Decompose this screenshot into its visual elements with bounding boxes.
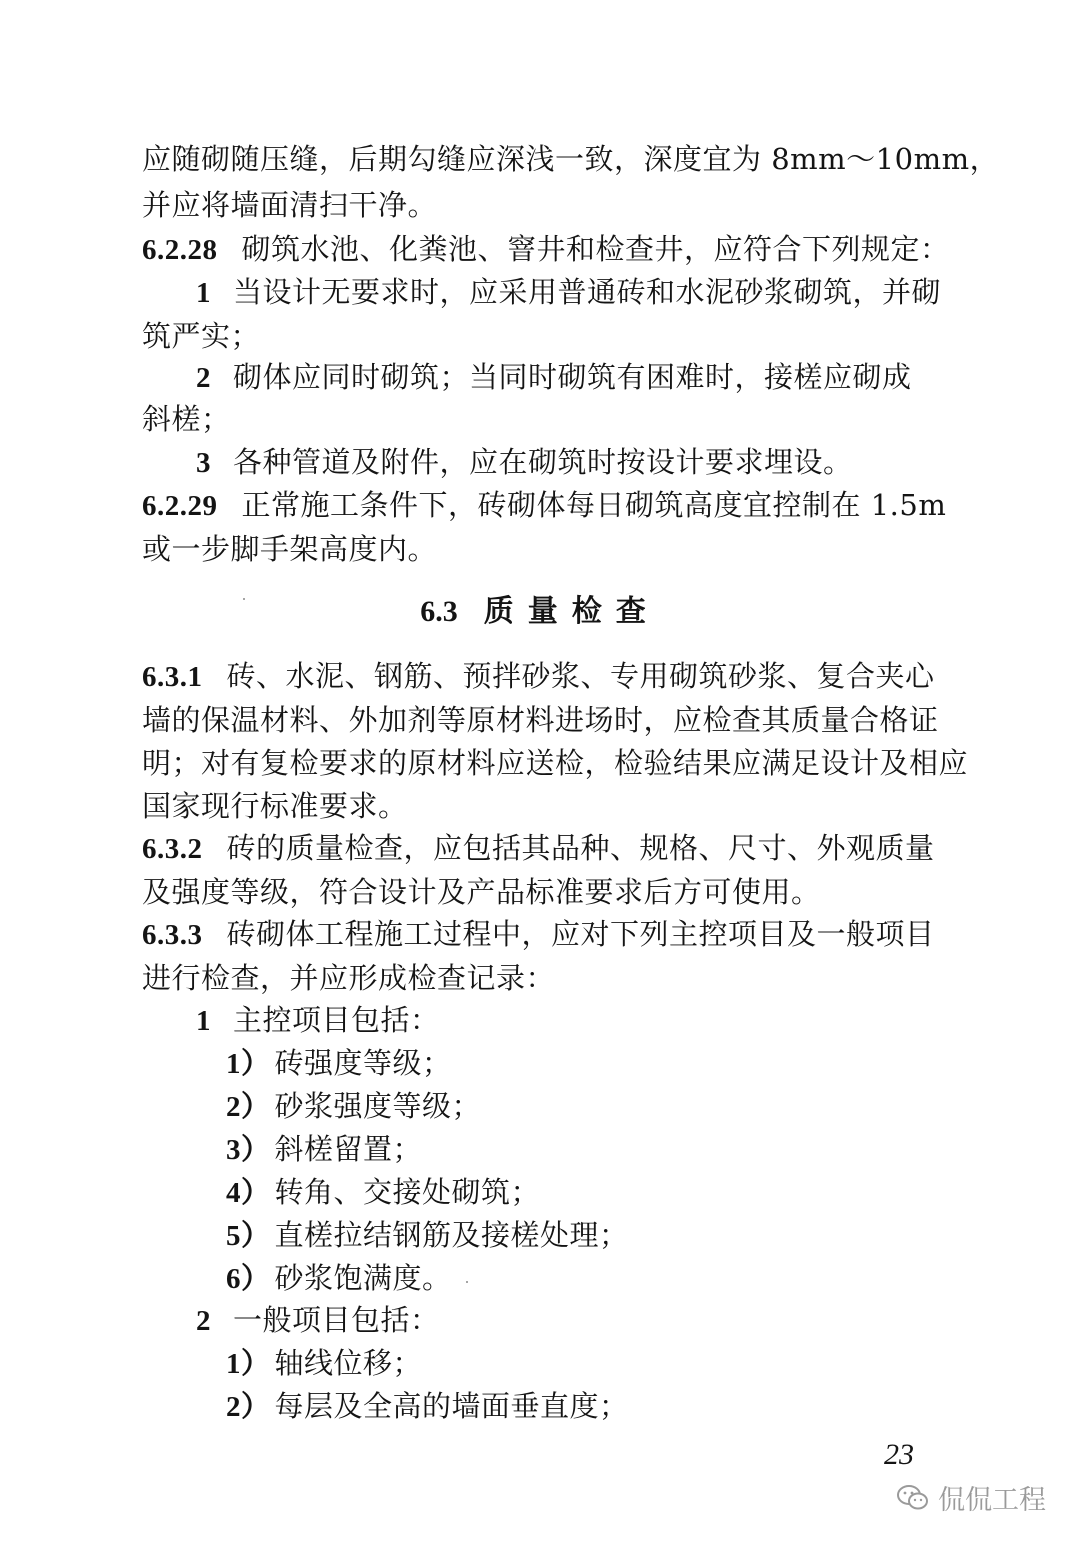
clause-number: 6.3.1 <box>142 661 203 693</box>
sub-item <box>226 1213 1026 1258</box>
paragraph-line: 筑严实； <box>142 319 261 353</box>
sub-item-number: 1） <box>226 1048 271 1080</box>
section-heading <box>0 590 1080 634</box>
sub-item-number: 6） <box>226 1263 271 1295</box>
sub-item-text: 砂浆饱满度。 <box>274 1261 452 1295</box>
item-number: 1 <box>196 1005 211 1037</box>
sub-item-number: 2） <box>226 1091 271 1123</box>
paragraph-line: 明；对有复检要求的原材料应送检，检验结果应满足设计及相应 <box>142 746 969 780</box>
paragraph-line: 并应将墙面清扫干净。 <box>142 188 438 222</box>
page-number: 23 <box>884 1438 914 1471</box>
item-number: 2 <box>196 362 211 394</box>
paragraph-line: 应随砌随压缝，后期勾缝应深浅一致，深度宜为 8mm～10mm， <box>142 142 1000 176</box>
clause-6-2-28 <box>142 227 950 272</box>
item-text: 主控项目包括： <box>233 1003 440 1037</box>
clause-6-2-29 <box>142 483 947 528</box>
sub-item-text: 砖强度等级； <box>274 1046 452 1080</box>
paragraph-line: 或一步脚手架高度内。 <box>142 532 438 566</box>
sub-item <box>226 1084 1026 1129</box>
sub-item-text: 砂浆强度等级； <box>274 1089 482 1123</box>
clause-number: 6.3.3 <box>142 919 203 951</box>
sub-item <box>226 1384 1026 1429</box>
clause-6-3-3 <box>142 912 942 957</box>
wechat-icon <box>896 1483 930 1513</box>
clause-number: 6.2.28 <box>142 234 218 266</box>
item-number: 2 <box>196 1305 211 1337</box>
paragraph-line: 斜槎； <box>142 402 231 436</box>
list-item <box>196 1298 996 1343</box>
clause-number: 6.3.2 <box>142 833 203 865</box>
scan-speck <box>466 1281 468 1283</box>
sub-item <box>226 1170 1026 1215</box>
paragraph-line: 及强度等级，符合设计及产品标准要求后方可使用。 <box>142 875 821 909</box>
clause-text: 砌筑水池、化粪池、窨井和检查井，应符合下列规定： <box>241 232 950 266</box>
sub-item-number: 4） <box>226 1177 271 1209</box>
item-number: 1 <box>196 277 211 309</box>
sub-item-number: 2） <box>226 1391 271 1423</box>
section-number: 6.3 <box>420 595 458 628</box>
sub-item <box>226 1256 1026 1301</box>
list-item <box>196 998 996 1043</box>
paragraph-line: 国家现行标准要求。 <box>142 789 408 823</box>
item-text: 当设计无要求时，应采用普通砖和水泥砂浆砌筑，并砌 <box>233 275 942 309</box>
scan-speck <box>243 598 245 600</box>
clause-text: 砖砌体工程施工过程中，应对下列主控项目及一般项目 <box>226 917 935 951</box>
sub-item <box>226 1127 1026 1172</box>
clause-text: 砖的质量检查，应包括其品种、规格、尺寸、外观质量 <box>226 831 935 865</box>
paragraph-line: 墙的保温材料、外加剂等原材料进场时，应检查其质量合格证 <box>142 703 939 737</box>
clause-6-3-2 <box>142 826 942 871</box>
section-title: 质量检查 <box>483 594 660 629</box>
clause-text: 正常施工条件下，砖砌体每日砌筑高度宜控制在 1.5m <box>241 488 947 522</box>
sub-item-text: 轴线位移； <box>274 1346 423 1380</box>
sub-item <box>226 1341 1026 1386</box>
item-text: 砌体应同时砌筑；当同时砌筑有困难时，接槎应砌成 <box>233 360 912 394</box>
sub-item <box>226 1041 1026 1086</box>
sub-item-text: 直槎拉结钢筋及接槎处理； <box>274 1218 629 1252</box>
watermark <box>896 1478 1046 1517</box>
sub-item-number: 5） <box>226 1220 271 1252</box>
watermark-text: 侃侃工程 <box>938 1485 1046 1516</box>
list-item <box>196 355 996 400</box>
sub-item-text: 转角、交接处砌筑； <box>274 1175 541 1209</box>
item-text: 各种管道及附件，应在砌筑时按设计要求埋设。 <box>233 445 853 479</box>
sub-item-text: 每层及全高的墙面垂直度； <box>274 1389 629 1423</box>
sub-item-number: 1） <box>226 1348 271 1380</box>
paragraph-line: 进行检查，并应形成检查记录： <box>142 961 556 995</box>
clause-number: 6.2.29 <box>142 490 218 522</box>
sub-item-text: 斜槎留置； <box>274 1132 423 1166</box>
list-item <box>196 440 996 485</box>
clause-text: 砖、水泥、钢筋、预拌砂浆、专用砌筑砂浆、复合夹心 <box>226 659 935 693</box>
list-item <box>196 270 996 315</box>
item-number: 3 <box>196 447 211 479</box>
sub-item-number: 3） <box>226 1134 271 1166</box>
clause-6-3-1 <box>142 654 942 699</box>
item-text: 一般项目包括： <box>233 1303 440 1337</box>
